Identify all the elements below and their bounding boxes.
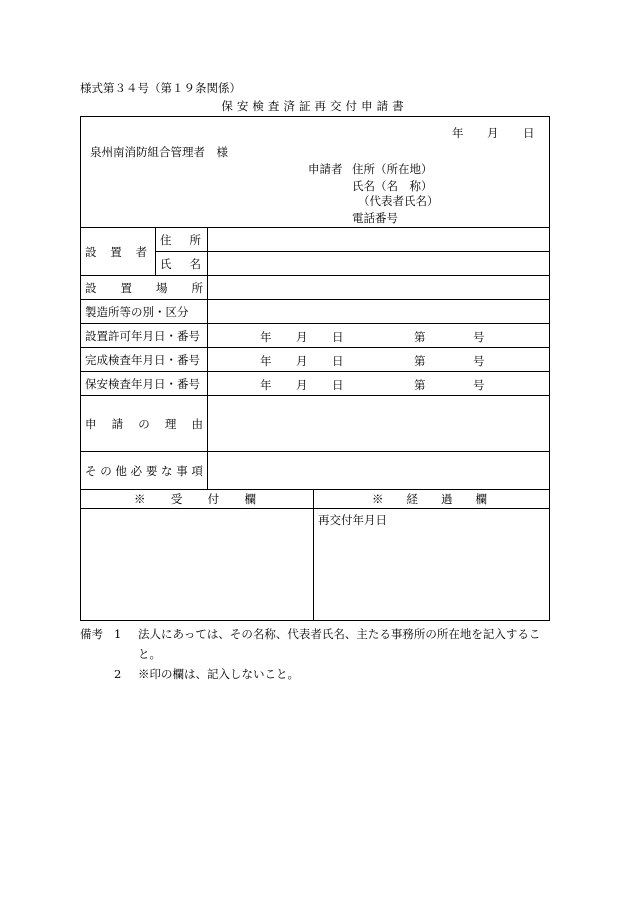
reception-field[interactable] [81,509,314,621]
applicant-name-label: 氏名（名 称） [352,179,433,193]
month-mark: 月 [296,354,308,368]
applicant-address-label: 住所（所在地） [352,162,433,176]
other-label-cell: そ の 他 必 要 な 事 項 [81,452,208,490]
header-block [81,117,550,228]
form-number: 様式第３４号（第１９条関係） [80,81,241,95]
notes-head: 備考 [80,627,103,641]
note-item [80,624,550,664]
date-month: 月 [487,126,499,140]
number-suffix: 号 [473,354,485,368]
facility-type-field[interactable] [208,300,550,324]
number-prefix: 第 [414,378,426,392]
number-suffix: 号 [473,330,485,344]
safety-inspection-date-label: 保安検査年月日・番号 [81,372,208,396]
installer-label [85,244,151,260]
reception-header: ※受付欄 [81,490,314,509]
installer-address-field[interactable] [208,228,550,252]
installer-address-label-cell: 住 所 [156,228,208,252]
permit-date-field[interactable] [208,324,550,348]
safety-inspection-date-field[interactable] [208,372,550,396]
number-prefix: 第 [414,330,426,344]
applicant-representative-label: （代表者氏名） [358,194,439,208]
number-suffix: 号 [473,378,485,392]
installer-name-field[interactable] [208,252,550,276]
year-mark: 年 [260,354,272,368]
day-mark: 日 [332,354,344,368]
reason-label-cell: 申 請 の 理 由 [81,396,208,452]
permit-date-label: 設置許可年月日・番号 [81,324,208,348]
installer-char: 置 [110,244,122,259]
number-prefix: 第 [414,354,426,368]
location-field[interactable] [208,276,550,300]
day-mark: 日 [332,378,344,392]
note-text: ※印の欄は、記入しないこと。 [138,667,299,681]
installer-char: 設 [85,244,97,259]
installer-char: 者 [135,244,147,259]
year-mark: 年 [260,330,272,344]
form-title: 保安検査済証再交付申請書 [221,99,408,113]
date-year: 年 [452,126,464,140]
completion-date-label: 完成検査年月日・番号 [81,348,208,372]
progress-field[interactable] [314,509,550,621]
completion-date-field[interactable] [208,348,550,372]
reason-field[interactable] [208,396,550,452]
other-field[interactable] [208,452,550,490]
note-item [80,664,550,684]
applicant-phone-label: 電話番号 [352,211,398,225]
facility-type-label: 製造所等の別・区分 [81,300,208,324]
month-mark: 月 [296,330,308,344]
notes [80,624,550,684]
location-label-cell: 設 置 場 所 [81,276,208,300]
year-mark: 年 [260,378,272,392]
installer-label-cell [81,228,156,276]
installer-name-label-cell: 氏 名 [156,252,208,276]
progress-header: ※経過欄 [314,490,550,509]
note-text: 法人にあっては、その名称、代表者氏名、主たる事務所の所在地を記入すること。 [138,627,541,661]
reissue-date-label: 再交付年月日 [318,513,387,527]
note-number: 2 [114,667,122,681]
note-number: 1 [114,627,122,641]
application-form-table [80,116,550,621]
month-mark: 月 [296,378,308,392]
day-mark: 日 [332,330,344,344]
applicant-label: 申請者 [308,162,343,176]
addressee: 泉州南消防組合管理者 様 [90,145,228,159]
date-day: 日 [523,126,535,140]
